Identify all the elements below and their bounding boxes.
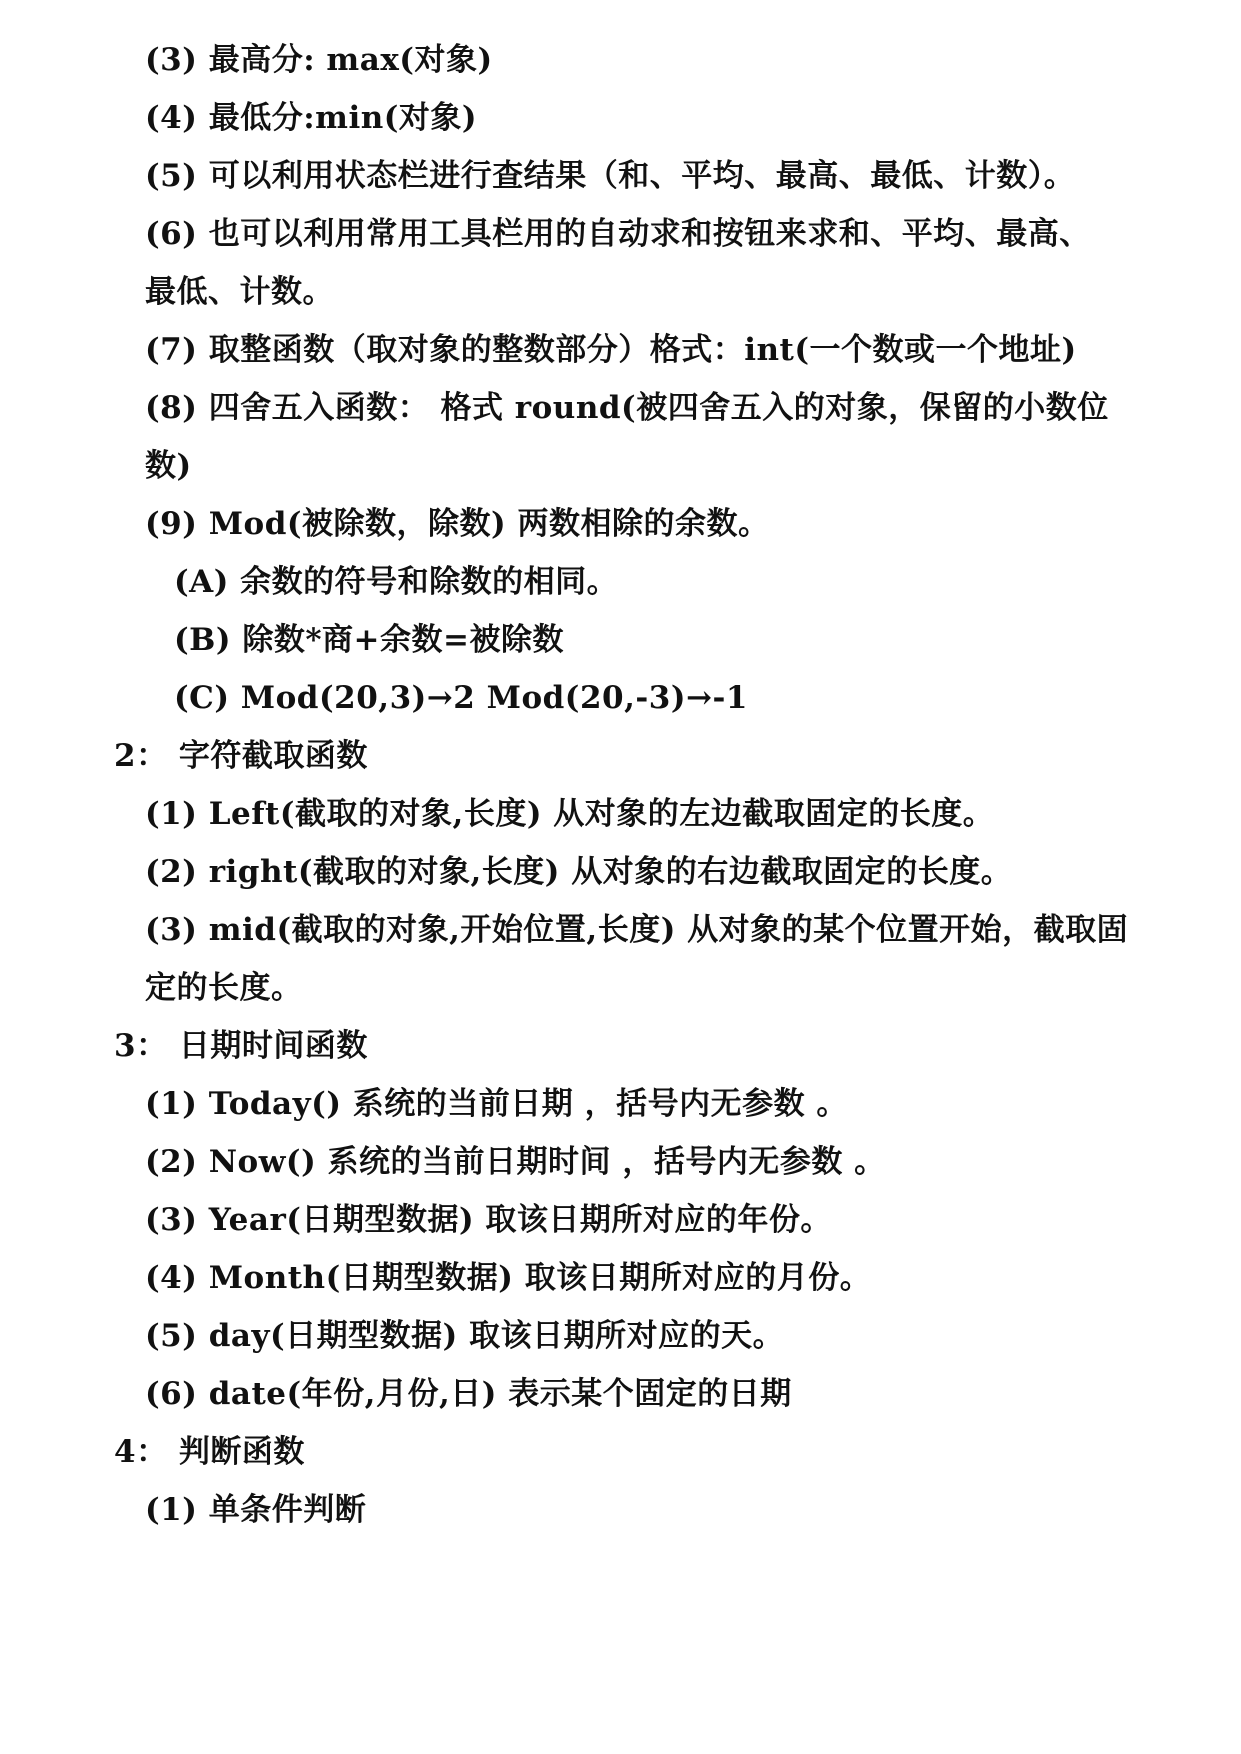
section-heading-string: 2： 字符截取函数 <box>114 738 368 774</box>
text-line-min: (4) 最低分:min(对象) <box>145 100 478 136</box>
text-line-mid-cont: 定的长度。 <box>145 970 303 1006</box>
text-line-single-condition: (1) 单条件判断 <box>145 1492 367 1528</box>
text-line-mod-b: (B) 除数*商+余数=被除数 <box>174 622 564 658</box>
text-line-today: (1) Today() 系统的当前日期 ，括号内无参数 。 <box>145 1086 848 1122</box>
text-line-year: (3) Year(日期型数据) 取该日期所对应的年份。 <box>145 1202 832 1238</box>
text-line-round: (8) 四舍五入函数： 格式 round(被四舍五入的对象，保留的小数位 <box>145 390 1109 426</box>
text-line-day: (5) day(日期型数据) 取该日期所对应的天。 <box>145 1318 785 1354</box>
text-line-month: (4) Month(日期型数据) 取该日期所对应的月份。 <box>145 1260 872 1296</box>
section-heading-datetime: 3： 日期时间函数 <box>114 1028 368 1064</box>
text-line-right: (2) right(截取的对象,长度) 从对象的右边截取固定的长度。 <box>145 854 1013 890</box>
text-line-int: (7) 取整函数（取对象的整数部分）格式：int(一个数或一个地址) <box>145 332 1077 368</box>
text-line-date: (6) date(年份,月份,日) 表示某个固定的日期 <box>145 1376 792 1412</box>
text-line-max: (3) 最高分: max(对象) <box>145 42 493 78</box>
text-line-mid: (3) mid(截取的对象,开始位置,长度) 从对象的某个位置开始，截取固 <box>145 912 1129 948</box>
text-line-round-cont: 数) <box>145 448 192 484</box>
text-line-statusbar: (5) 可以利用状态栏进行查结果（和、平均、最高、最低、计数）。 <box>145 158 1076 194</box>
text-line-mod-c: (C) Mod(20,3)→2 Mod(20,-3)→-1 <box>174 680 748 716</box>
text-line-mod: (9) Mod(被除数，除数) 两数相除的余数。 <box>145 506 770 542</box>
section-heading-logic: 4： 判断函数 <box>114 1434 305 1470</box>
text-line-now: (2) Now() 系统的当前日期时间 ，括号内无参数 。 <box>145 1144 886 1180</box>
text-line-left: (1) Left(截取的对象,长度) 从对象的左边截取固定的长度。 <box>145 796 995 832</box>
text-line-autosum: (6) 也可以利用常用工具栏用的自动求和按钮来求和、平均、最高、 <box>145 216 1091 252</box>
text-line-autosum-cont: 最低、计数。 <box>145 274 334 310</box>
text-line-mod-a: (A) 余数的符号和除数的相同。 <box>174 564 619 600</box>
